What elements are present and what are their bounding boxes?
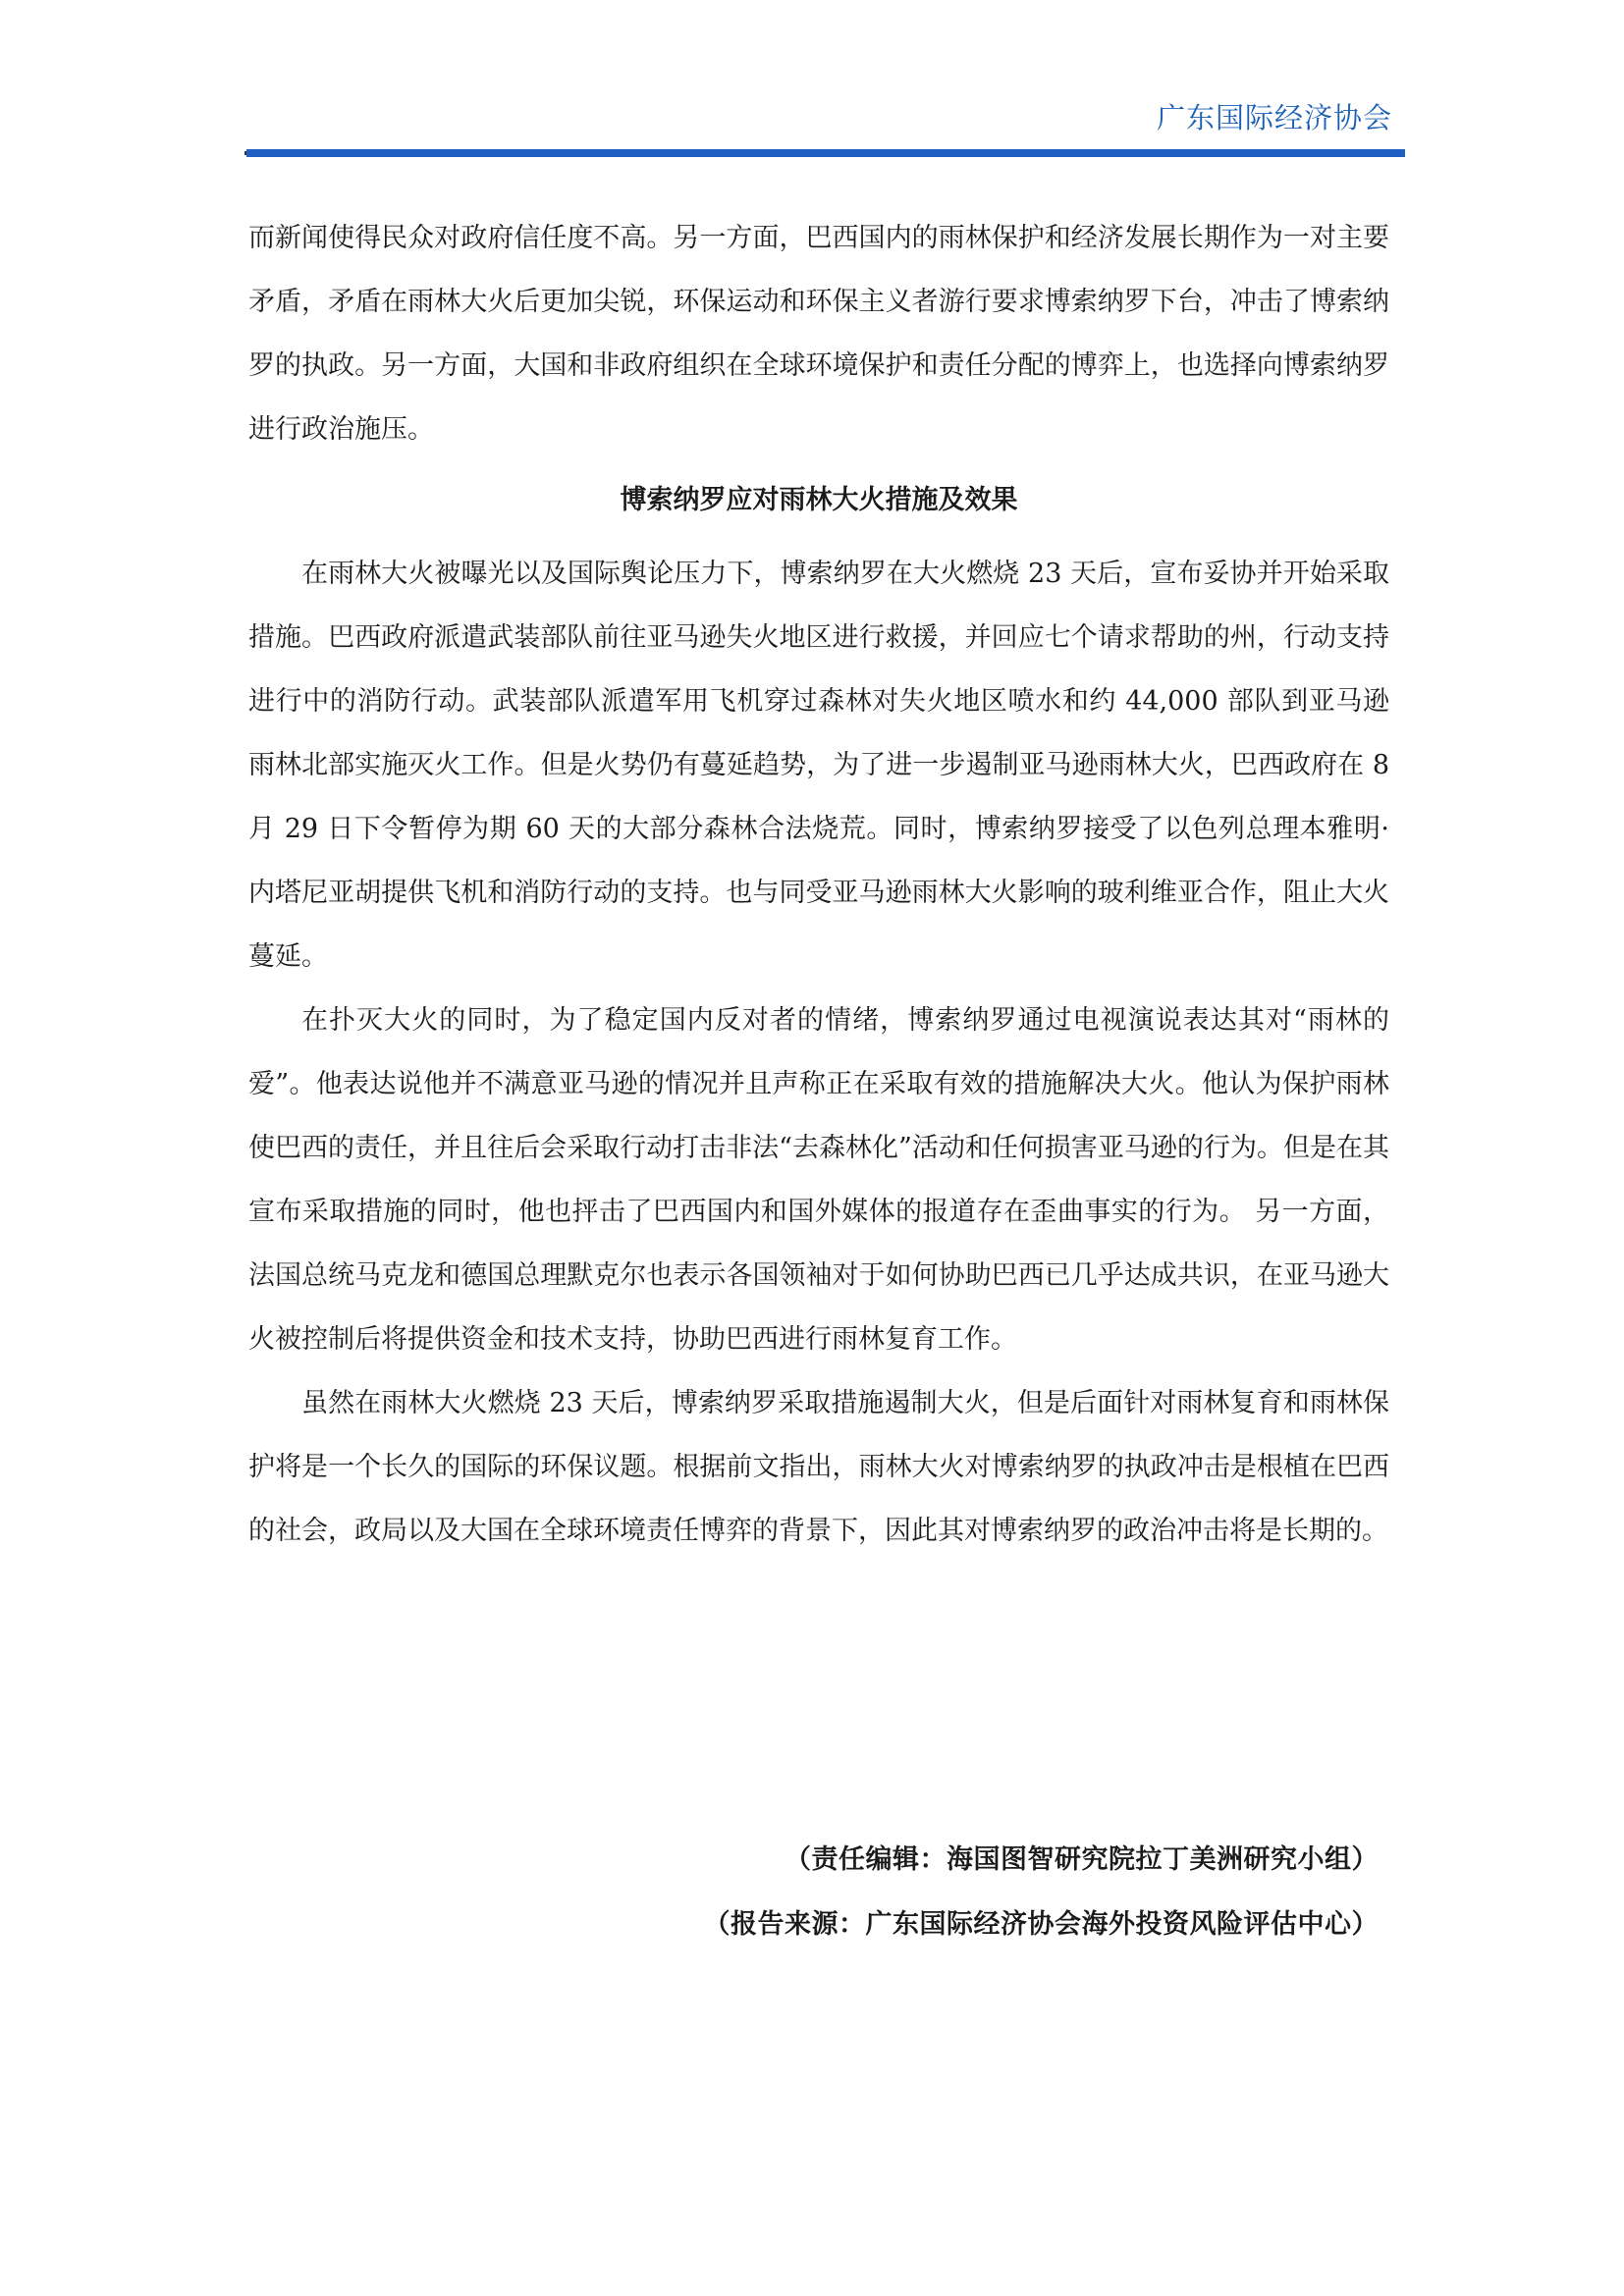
body-paragraph-continued: 而新闻使得民众对政府信任度不高。另一方面，巴西国内的雨林保护和经济发展长期作为一对主要矛盾，矛盾在雨林大火后更加尖锐，环保运动和环保主义者游行要求博索纳罗下台，冲击了博索纳罗的执政。另一方面，大国和非政府组织在全球环境保护和责任分配的博弈上，也选择向博索纳罗进行政治施压。 <box>248 223 1389 445</box>
header-organization: 广东国际经济协会 <box>1156 101 1392 134</box>
body-paragraph-conclusion: 虽然在雨林大火燃烧 23 天后，博索纳罗采取措施遏制大火，但是后面针对雨林复育和雨林保护将是一个长久的国际的环保议题。根据前文指出，雨林大火对博索纳罗的执政冲击是根植在巴西的社会，政局以及大国在全球环境责任博弈的背景下，因此其对博索纳罗的政治冲击将是长期的。 <box>248 1388 1389 1546</box>
body-paragraph-measures: 在雨林大火被曝光以及国际舆论压力下，博索纳罗在大火燃烧 23 天后，宣布妥协并开始采取措施。巴西政府派遣武装部队前往亚马逊失火地区进行救援，并回应七个请求帮助的州，行动支持进行中的消防行动。武装部队派遣军用飞机穿过森林对失火地区喷水和约 44,000 部队到亚马逊雨林北部实施灭火工作。但是火势仍有蔓延趋势，为了进一步遏制亚马逊雨林大火，巴西政府在 8 月 29 日下令暂停为期 60 天的大部分森林合法烧荒。同时，博索纳罗接受了以色列总理本雅明·内塔尼亚胡提供飞机和消防行动的支持。也与同受亚马逊雨林大火影响的玻利维亚合作，阻止大火蔓延。 <box>248 559 1389 972</box>
section-heading: 博索纳罗应对雨林大火措施及效果 <box>620 485 1018 515</box>
body-paragraph-speech: 在扑灭大火的同时，为了稳定国内反对者的情绪，博索纳罗通过电视演说表达其对“雨林的爱”。他表达说他并不满意亚马逊的情况并且声称正在采取有效的措施解决大火。他认为保护雨林使巴西的责任，并且往后会采取行动打击非法“去森林化”活动和任何损害亚马逊的行为。但是在其宣布采取措施的同时，他也抨击了巴西国内和国外媒体的报道存在歪曲事实的行为。 另一方面，法国总统马克龙和德国总理默克尔也表示各国领袖对于如何协助巴西已几乎达成共识，在亚马逊大火被控制后将提供资金和技术支持，协助巴西进行雨林复育工作。 <box>248 1005 1389 1355</box>
credit-source: （报告来源：广东国际经济协会海外投资风险评估中心） <box>703 1909 1379 1940</box>
credit-editor: （责任编辑：海国图智研究院拉丁美洲研究小组） <box>785 1844 1379 1875</box>
document-body <box>248 206 1389 1563</box>
header-rule <box>246 149 1405 157</box>
